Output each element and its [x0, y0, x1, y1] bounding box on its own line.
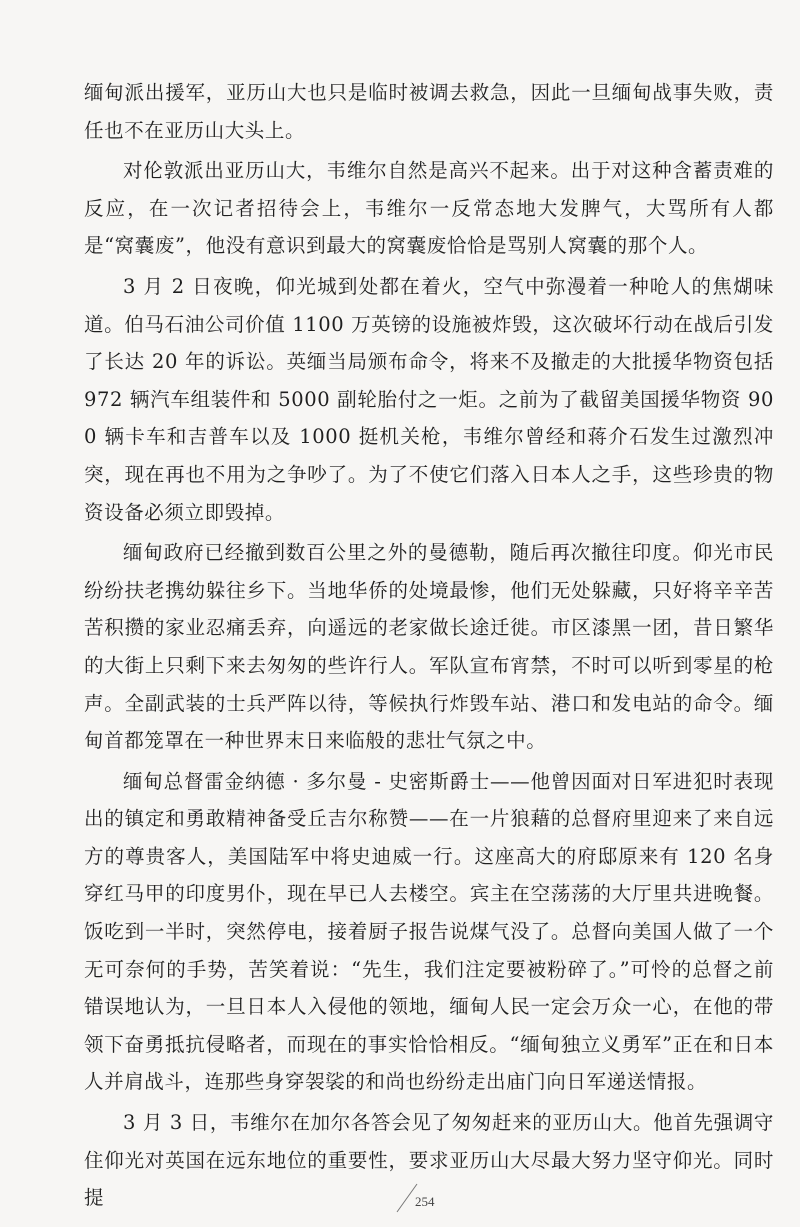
body-text — [84, 74, 774, 1220]
page-footer — [393, 1180, 453, 1214]
page-number: 254 — [415, 1194, 435, 1209]
paragraph-1: 缅甸派出援军，亚历山大也只是临时被调去救急，因此一旦缅甸战事失败，责任也不在亚历山大头上。 — [84, 81, 774, 142]
paragraph-3: 3 月 2 日夜晚，仰光城到处都在着火，空气中弥漫着一种呛人的焦煳味道。伯马石油公司价值 1100 万英镑的设施被炸毁，这次破坏行动在战后引发了长达 20 年的诉讼。英缅当局颁布命令，将来不及撤走的大批援华物资包括 972 辆汽车组装件和 5000 副轮胎付之一炬。之前为了截留美国援华物资 900 辆卡车和吉普车以及 1000 挺机关枪，韦维尔曾经和蒋介石发生过激烈冲突，现在再也不用为之争吵了。为了不使它们落入日本人之手，这些珍贵的物资设备必须立即毁掉。 — [84, 274, 774, 524]
paragraph-6: 3 月 3 日，韦维尔在加尔各答会见了匆匆赶来的亚历山大。他首先强调守住仰光对英国在远东地位的重要性，要求亚历山大尽最大努力坚守仰光。同时提 — [84, 1111, 774, 1210]
paragraph-4: 缅甸政府已经撤到数百公里之外的曼德勒，随后再次撤往印度。仰光市民纷纷扶老携幼躲往乡下。当地华侨的处境最惨，他们无处躲藏，只好将辛辛苦苦积攒的家业忍痛丢弃，向遥远的老家做长途迁徙。市区漆黑一团，昔日繁华的大街上只剩下来去匆匆的些许行人。军队宣布宵禁，不时可以听到零星的枪声。全副武装的士兵严阵以待，等候执行炸毁车站、港口和发电站的命令。缅甸首都笼罩在一种世界末日来临般的悲壮气氛之中。 — [84, 541, 774, 753]
paragraph-5: 缅甸总督雷金纳德 · 多尔曼 - 史密斯爵士——他曾因面对日军进犯时表现出的镇定和勇敢精神备受丘吉尔称赞——在一片狼藉的总督府里迎来了来自远方的尊贵客人，美国陆军中将史迪威一行。这座高大的府邸原来有 120 名身穿红马甲的印度男仆，现在早已人去楼空。宾主在空荡荡的大厅里共进晚餐。饭吃到一半时，突然停电，接着厨子报告说煤气没了。总督向美国人做了一个无可奈何的手势，苦笑着说：“先生，我们注定要被粉碎了。”可怜的总督之前错误地认为，一旦日本人入侵他的领地，缅甸人民一定会万众一心，在他的带领下奋勇抵抗侵略者，而现在的事实恰恰相反。“缅甸独立义勇军”正在和日本人并肩战斗，连那些身穿袈裟的和尚也纷纷走出庙门向日军递送情报。 — [84, 769, 774, 1094]
paragraph-2: 对伦敦派出亚历山大，韦维尔自然是高兴不起来。出于对这种含蓄责难的反应，在一次记者招待会上，韦维尔一反常态地大发脾气，大骂所有人都是“窝囊废”，他没有意识到最大的窝囊废恰恰是骂别人窝囊的那个人。 — [84, 159, 774, 258]
